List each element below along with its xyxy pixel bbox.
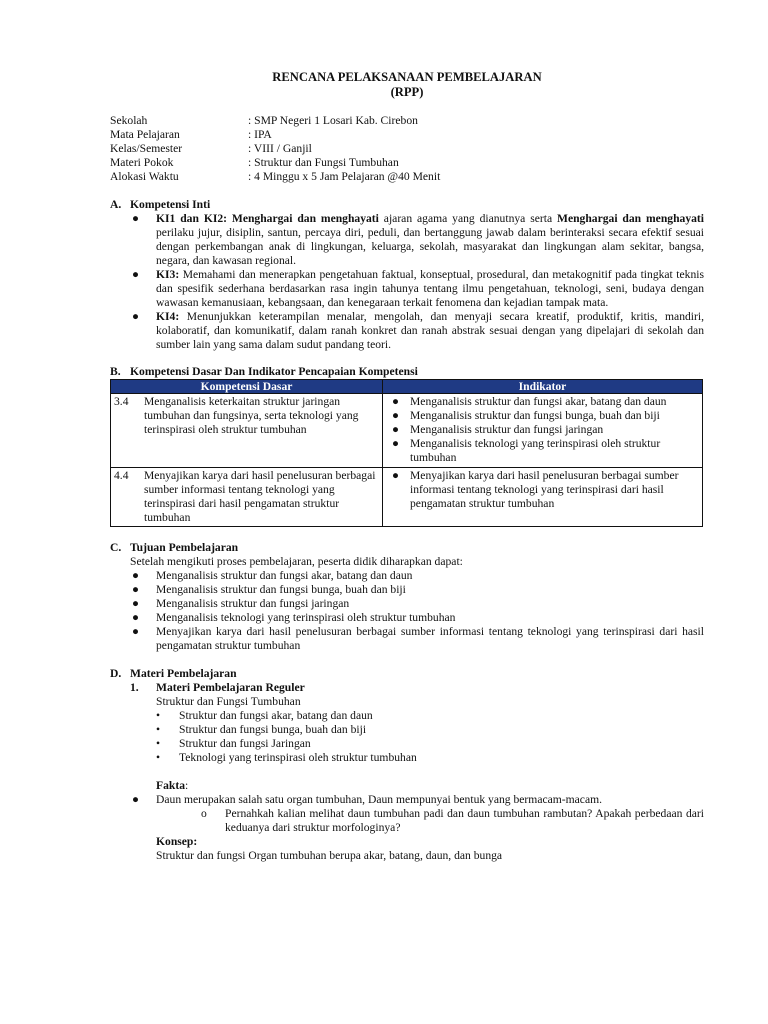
kd-cell xyxy=(111,394,383,468)
bullet-icon: ● xyxy=(132,212,140,225)
bullet-icon: ● xyxy=(132,793,140,806)
meta-value: : 4 Minggu x 5 Jam Pelajaran @40 Menit xyxy=(248,170,441,183)
bullet-icon: ● xyxy=(132,569,140,582)
tujuan-text: Menyajikan karya dari hasil penelusuran berbagai sumber informasi tentang teknologi yang terinspirasi dari hasil pengamatan struktur tumbuhan xyxy=(156,625,704,652)
section-letter: B. xyxy=(110,365,121,378)
bullet-icon: ● xyxy=(392,395,400,408)
indicator-list xyxy=(386,395,699,465)
tujuan-list xyxy=(110,569,704,653)
list-item xyxy=(386,437,699,465)
kd-text: Menganalisis keterkaitan struktur jaringan tumbuhan dan fungsinya, serta teknologi yang terinspirasi oleh struktur tumbuhan xyxy=(144,395,359,436)
kd-cell xyxy=(111,468,383,527)
table-header-row xyxy=(111,380,703,394)
bullet-icon: ● xyxy=(392,469,400,482)
bullet-icon: ● xyxy=(132,611,140,624)
meta-label: Materi Pokok xyxy=(110,156,174,169)
ki-text: Memahami dan menerapkan pengetahuan faktual, konseptual, prosedural, dan metakognitif pada tingkat teknis dan spesifik sederhana berdasarkan rasa ingin tahunya tentang ilmu pengetahuan, teknologi, seni, budaya dengan wawasan kemanusiaan, kebangsaan, dan kenegaraan terkait fenomena dan kejadian tampak mata. xyxy=(156,268,704,309)
bullet-icon: • xyxy=(156,723,161,736)
kd-text: Menyajikan karya dari hasil penelusuran berbagai sumber informasi tentang teknologi yang terinspirasi dari hasil pengamatan struktur tumbuhan xyxy=(144,469,376,524)
section-title: Materi Pembelajaran xyxy=(130,667,237,680)
list-item xyxy=(156,751,704,765)
meta-value: : SMP Negeri 1 Losari Kab. Cirebon xyxy=(248,114,418,127)
ki-bold: KI4: xyxy=(156,310,180,323)
meta-label: Mata Pelajaran xyxy=(110,128,180,141)
indicator-text: Menganalisis struktur dan fungsi akar, batang dan daun xyxy=(410,395,667,408)
fakta-colon: : xyxy=(184,779,189,792)
regular-material xyxy=(110,695,704,765)
tujuan-text: Menganalisis struktur dan fungsi akar, batang dan daun xyxy=(156,569,413,582)
fakta-text: Daun merupakan salah satu organ tumbuhan, Daun mempunyai bentuk yang bermacam-macam. xyxy=(156,793,603,806)
title-line-1: RENCANA PELAKSANAAN PEMBELAJARAN xyxy=(272,70,542,84)
section-title: Tujuan Pembelajaran xyxy=(130,541,239,554)
bullet-icon: ● xyxy=(392,423,400,436)
section-letter: A. xyxy=(110,198,122,211)
meta-row-class xyxy=(110,142,704,156)
section-a xyxy=(110,198,704,352)
circle-bullet-icon: o xyxy=(201,807,207,820)
tujuan-text: Menganalisis teknologi yang terinspirasi oleh struktur tumbuhan xyxy=(156,611,456,624)
indicator-list xyxy=(386,469,699,511)
ki-text: perilaku jujur, disiplin, santun, percaya diri, peduli, dan bertanggung jawab dalam berinteraksi secara efektif sesuai dengan perkembangan anak di lingkungan, keluarga, sekolah, masyarakat dan lingkungan alam sekitar, bangsa, negara, dan kawasan regional. xyxy=(156,226,704,267)
list-item xyxy=(110,625,704,653)
material-list xyxy=(156,709,704,765)
meta-row-school xyxy=(110,114,704,128)
material-text: Struktur dan fungsi akar, batang dan daun xyxy=(179,709,373,722)
section-b xyxy=(110,365,704,527)
identity-block xyxy=(110,114,704,184)
ki-bold: Menghargai dan menghayati xyxy=(557,212,704,225)
fakta-question-text: Pernahkah kalian melihat daun tumbuhan padi dan daun tumbuhan rambutan? Apakah perbedaan dari keduanya dari struktur morfologinya? xyxy=(225,807,704,834)
section-d-heading xyxy=(110,667,704,681)
list-item xyxy=(110,793,704,807)
bullet-icon: ● xyxy=(132,597,140,610)
subsection-heading xyxy=(110,681,704,695)
meta-label: Kelas/Semester xyxy=(110,142,183,155)
list-item xyxy=(110,611,704,625)
bullet-icon: • xyxy=(156,737,161,750)
list-item xyxy=(156,709,704,723)
meta-value: : IPA xyxy=(248,128,272,141)
ki-list xyxy=(110,212,704,352)
list-item xyxy=(156,723,704,737)
ki-item-3 xyxy=(110,268,704,310)
meta-label: Sekolah xyxy=(110,114,148,127)
bullet-icon: ● xyxy=(132,625,140,638)
fakta-heading xyxy=(110,779,704,793)
fakta-question xyxy=(110,807,704,835)
bullet-icon: ● xyxy=(132,310,140,323)
meta-value: : Struktur dan Fungsi Tumbuhan xyxy=(248,156,399,169)
list-item xyxy=(386,469,699,511)
subsection-title: Materi Pembelajaran Reguler xyxy=(156,681,305,694)
header-kompetensi-dasar: Kompetensi Dasar xyxy=(111,380,383,394)
bullet-icon: ● xyxy=(392,437,400,450)
kd-number: 4.4 xyxy=(114,469,129,482)
indicator-text: Menganalisis teknologi yang terinspirasi oleh struktur tumbuhan xyxy=(410,437,661,464)
section-b-heading xyxy=(110,365,704,379)
document-content xyxy=(110,70,704,863)
section-c xyxy=(110,541,704,653)
section-c-heading xyxy=(110,541,704,555)
indicator-cell xyxy=(383,394,703,468)
section-letter: D. xyxy=(110,667,122,680)
section-letter: C. xyxy=(110,541,122,554)
section-a-heading xyxy=(110,198,704,212)
list-item xyxy=(386,409,699,423)
list-item xyxy=(156,737,704,751)
bullet-icon: ● xyxy=(392,409,400,422)
indicator-text: Menganalisis struktur dan fungsi bunga, buah dan biji xyxy=(410,409,660,422)
title-line-2: (RPP) xyxy=(390,85,424,99)
list-item xyxy=(110,583,704,597)
list-item xyxy=(386,423,699,437)
ki-bold: KI3: xyxy=(156,268,180,281)
material-text: Struktur dan fungsi Jaringan xyxy=(179,737,311,750)
kd-number: 3.4 xyxy=(114,395,129,408)
bullet-icon: ● xyxy=(132,583,140,596)
meta-row-topic xyxy=(110,156,704,170)
meta-row-time xyxy=(110,170,704,184)
ki-bold: KI1 dan KI2: Menghargai dan menghayati xyxy=(156,212,379,225)
tujuan-intro: Setelah mengikuti proses pembelajaran, peserta didik diharapkan dapat: xyxy=(130,555,463,568)
material-text: Struktur dan fungsi bunga, buah dan biji xyxy=(179,723,367,736)
indicator-text: Menyajikan karya dari hasil penelusuran berbagai sumber informasi tentang teknologi yang terinspirasi dari hasil pengamatan struktur tumbuhan xyxy=(410,469,679,510)
bullet-icon: ● xyxy=(132,268,140,281)
indicator-cell xyxy=(383,468,703,527)
konsep-text: Struktur dan fungsi Organ tumbuhan berupa akar, batang, daun, dan bunga xyxy=(156,849,503,862)
ki-item-4 xyxy=(110,310,704,352)
tujuan-text: Menganalisis struktur dan fungsi jaringan xyxy=(156,597,350,610)
section-title: Kompetensi Dasar Dan Indikator Pencapaian Kompetensi xyxy=(130,365,418,378)
material-intro: Struktur dan Fungsi Tumbuhan xyxy=(156,695,301,708)
konsep-label: Konsep: xyxy=(156,835,198,848)
subsection-number: 1. xyxy=(130,681,139,694)
ki-text: Menunjukkan keterampilan menalar, mengolah, dan menyaji secara kreatif, produktif, kritis, mandiri, kolaboratif, dan komunikatif, dalam ranah konkret dan ranah abstrak sesuai dengan yang dipelajari di sekolah dan sumber lain yang sama dalam sudut pandang teori. xyxy=(156,310,704,351)
indicator-text: Menganalisis struktur dan fungsi jaringan xyxy=(410,423,604,436)
list-item xyxy=(110,597,704,611)
section-title: Kompetensi Inti xyxy=(130,198,211,211)
ki-text: ajaran agama yang dianutnya serta xyxy=(378,212,557,225)
meta-row-subject xyxy=(110,128,704,142)
header-indikator: Indikator xyxy=(383,380,703,394)
list-item xyxy=(110,569,704,583)
table-row xyxy=(111,468,703,527)
table-row xyxy=(111,394,703,468)
kd-indicator-table xyxy=(110,379,703,527)
bullet-icon: • xyxy=(156,709,161,722)
list-item xyxy=(386,395,699,409)
tujuan-text: Menganalisis struktur dan fungsi bunga, buah dan biji xyxy=(156,583,406,596)
meta-label: Alokasi Waktu xyxy=(110,170,179,183)
bullet-icon: • xyxy=(156,751,161,764)
document-title xyxy=(110,70,704,100)
fakta-label: Fakta xyxy=(156,779,185,792)
material-text: Teknologi yang terinspirasi oleh struktur tumbuhan xyxy=(179,751,417,764)
meta-value: : VIII / Ganjil xyxy=(248,142,312,155)
fakta-list xyxy=(110,793,704,807)
section-d xyxy=(110,667,704,863)
ki-item-1 xyxy=(110,212,704,268)
